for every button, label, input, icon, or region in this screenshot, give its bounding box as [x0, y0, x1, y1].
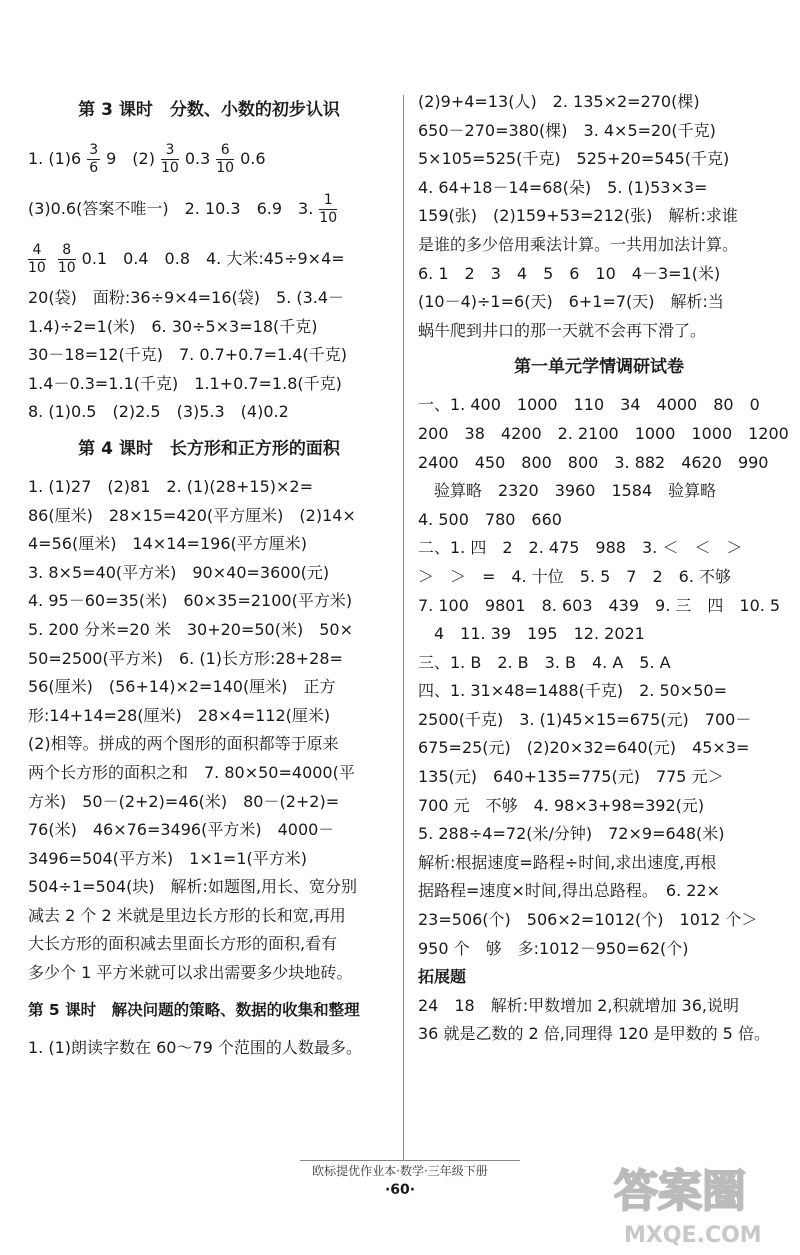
answer-line: 方米) 50－(2+2)=46(米) 80－(2+2)= — [28, 791, 340, 811]
answer-line: 950 个 够 多:1012－950=62(个) — [418, 938, 689, 958]
answer-line: 200 38 4200 2. 2100 1000 1000 1200 — [418, 423, 789, 443]
answer-line: 4 11. 39 195 12. 2021 — [418, 624, 645, 644]
answer-line: 7. 100 9801 8. 603 439 9. 三 四 10. 5 — [418, 595, 781, 615]
right-column — [418, 88, 789, 1049]
lesson3-line-1 — [28, 134, 390, 184]
answer-line: 二、1. 四 2 2. 475 988 3. ＜ ＜ ＞ — [418, 538, 743, 558]
answer-line: 多少个 1 平方米就可以求出需要多少块地砖。 — [28, 963, 353, 983]
answer-line: 解析:根据速度=路程÷时间,求出速度,再根 — [418, 852, 717, 872]
answer-line: 135(元) 640+135=775(元) 775 元＞ — [418, 767, 724, 787]
numerator: 3 — [161, 142, 179, 160]
answer-line: 5×105=525(千克) 525+20=545(千克) — [418, 149, 730, 169]
answer-line: 24 18 解析:甲数增加 2,积就增加 36,说明 — [418, 995, 739, 1015]
answer-line: 23=506(个) 506×2=1012(个) 1012 个＞ — [418, 910, 758, 930]
answer-line: 形:14+14=28(厘米) 28×4=112(厘米) — [28, 705, 331, 725]
answer-line: 700 元 不够 4. 98×3+98=392(元) — [418, 795, 705, 815]
fraction — [87, 142, 100, 177]
denominator: 6 — [89, 160, 99, 176]
numerator: 1 — [319, 192, 337, 210]
denominator: 10 — [319, 210, 338, 226]
unit-test-heading: 第一单元学情调研试卷 — [514, 357, 684, 378]
answer-line: 验算略 2320 3960 1584 验算略 — [418, 481, 717, 501]
text-segment: 0.1 0.4 0.8 4. 大米:45÷9×4= — [81, 249, 345, 268]
fraction — [28, 242, 46, 277]
numerator: 6 — [216, 142, 234, 160]
answer-line: 2400 450 800 800 3. 882 4620 990 — [418, 452, 769, 472]
answer-line: 1. (1)朗读字数在 60～79 个范围的人数最多。 — [28, 1037, 362, 1057]
answer-line: 1. (1)27 (2)81 2. (1)(28+15)×2= — [28, 476, 314, 496]
lesson3-line-2 — [28, 184, 390, 234]
denominator: 10 — [216, 160, 235, 176]
text-segment: 9 (2) — [106, 149, 155, 168]
watermark-text: 答案圈 — [614, 1166, 746, 1217]
answer-line: 30－18=12(千克) 7. 0.7+0.7=1.4(千克) — [28, 345, 347, 365]
answer-line: 大长方形的面积减去里面长方形的面积,看有 — [28, 934, 338, 954]
watermark-logo — [610, 1160, 790, 1250]
lesson5-heading: 第 5 课时 解决问题的策略、数据的收集和整理 — [28, 1000, 360, 1019]
denominator: 10 — [28, 260, 46, 276]
book-title-footer: 欧标提优作业本·数学·三年级下册 — [312, 1164, 488, 1178]
answer-line: 650－270=380(棵) 3. 4×5=20(千克) — [418, 120, 716, 140]
answer-line: 4. 500 780 660 — [418, 509, 562, 529]
text-segment: 0.3 — [184, 149, 211, 168]
answer-line: 3496=504(平方米) 1×1=1(平方米) — [28, 848, 307, 868]
page-number: ·60· — [384, 1182, 416, 1198]
answer-line: 8. (1)0.5 (2)2.5 (3)5.3 (4)0.2 — [28, 402, 289, 422]
footer-rule — [300, 1160, 520, 1161]
denominator: 10 — [160, 160, 179, 176]
answer-line: 504÷1=504(块) 解析:如题图,用长、宽分别 — [28, 877, 358, 897]
answer-line: 675=25(元) (2)20×32=640(元) 45×3= — [418, 738, 750, 758]
fraction — [216, 142, 234, 177]
text-segment: 1. (1)6 — [28, 149, 82, 168]
numerator: 8 — [58, 242, 76, 260]
denominator: 10 — [57, 260, 76, 276]
answer-line: 20(袋) 面粉:36÷9×4=16(袋) 5. (3.4－ — [28, 288, 345, 307]
answer-line: 76(米) 46×76=3496(平方米) 4000－ — [28, 820, 335, 840]
answer-line: 3. 8×5=40(平方米) 90×40=3600(元) — [28, 562, 330, 582]
watermark-url: MXQE.COM — [624, 1223, 762, 1248]
answer-line: (10－4)÷1=6(天) 6+1=7(天) 解析:当 — [418, 292, 724, 312]
answer-line: 5. 200 分米=20 米 30+20=50(米) 50× — [28, 619, 353, 639]
answer-line: 2500(千克) 3. (1)45×15=675(元) 700－ — [418, 709, 752, 729]
answer-line: 5. 288÷4=72(米/分钟) 72×9=648(米) — [418, 824, 725, 844]
answer-line: 86(厘米) 28×15=420(平方厘米) (2)14× — [28, 505, 356, 525]
answer-line: 36 就是乙数的 2 倍,同理得 120 是甲数的 5 倍。 — [418, 1024, 770, 1044]
left-column — [28, 88, 390, 1062]
numerator: 3 — [89, 142, 99, 158]
answer-line: 159(张) (2)159+53=212(张) 解析:求谁 — [418, 206, 738, 226]
answer-line: 蜗牛爬到井口的那一天就不会再下滑了。 — [418, 320, 707, 340]
answer-line: 据路程=速度×时间,得出总路程。 6. 22× — [418, 881, 721, 901]
answer-line: (2)相等。拼成的两个图形的面积都等于原来 — [28, 734, 339, 754]
answer-line: 6. 1 2 3 4 5 6 10 4－3=1(米) — [418, 263, 721, 283]
fraction — [58, 242, 76, 277]
answer-line: 两个长方形的面积之和 7. 80×50=4000(平 — [28, 762, 355, 782]
text-segment: 0.6 — [240, 149, 266, 168]
fraction — [319, 192, 337, 227]
column-divider — [403, 95, 404, 1160]
numerator: 4 — [28, 242, 46, 260]
answer-line: 是谁的多少倍用乘法计算。一共用加法计算。 — [418, 234, 739, 254]
answer-line: 4. 95－60=35(米) 60×35=2100(平方米) — [28, 591, 353, 611]
answer-line: 4. 64+18－14=68(朵) 5. (1)53×3= — [418, 177, 708, 197]
answer-line: 56(厘米) (56+14)×2=140(厘米) 正方 — [28, 677, 336, 697]
answer-line: 1.4)÷2=1(米) 6. 30÷5×3=18(千克) — [28, 316, 318, 336]
answer-line: 减去 2 个 2 米就是里边长方形的长和宽,再用 — [28, 905, 346, 925]
answer-line: 1.4－0.3=1.1(千克) 1.1+0.7=1.8(千克) — [28, 373, 342, 393]
answer-line: ＞ ＞ = 4. 十位 5. 5 7 2 6. 不够 — [418, 566, 732, 586]
answer-line: 一、1. 400 1000 110 34 4000 80 0 — [418, 395, 760, 415]
answer-line: 4=56(厘米) 14×14=196(平方厘米) — [28, 534, 307, 554]
answer-line: 四、1. 31×48=1488(千克) 2. 50×50= — [418, 681, 727, 701]
lesson4-heading: 第 4 课时 长方形和正方形的面积 — [78, 438, 340, 459]
answer-line: 三、1. B 2. B 3. B 4. A 5. A — [418, 652, 671, 672]
fraction — [161, 142, 179, 177]
lesson3-line-3 — [28, 234, 390, 284]
text-segment: (3)0.6(答案不唯一) 2. 10.3 6.9 3. — [28, 199, 314, 218]
extension-heading: 拓展题 — [418, 967, 467, 987]
lesson3-heading: 第 3 课时 分数、小数的初步认识 — [78, 100, 340, 120]
answer-line: 50=2500(平方米) 6. (1)长方形:28+28= — [28, 648, 343, 668]
answer-line: (2)9+4=13(人) 2. 135×2=270(棵) — [418, 92, 700, 111]
